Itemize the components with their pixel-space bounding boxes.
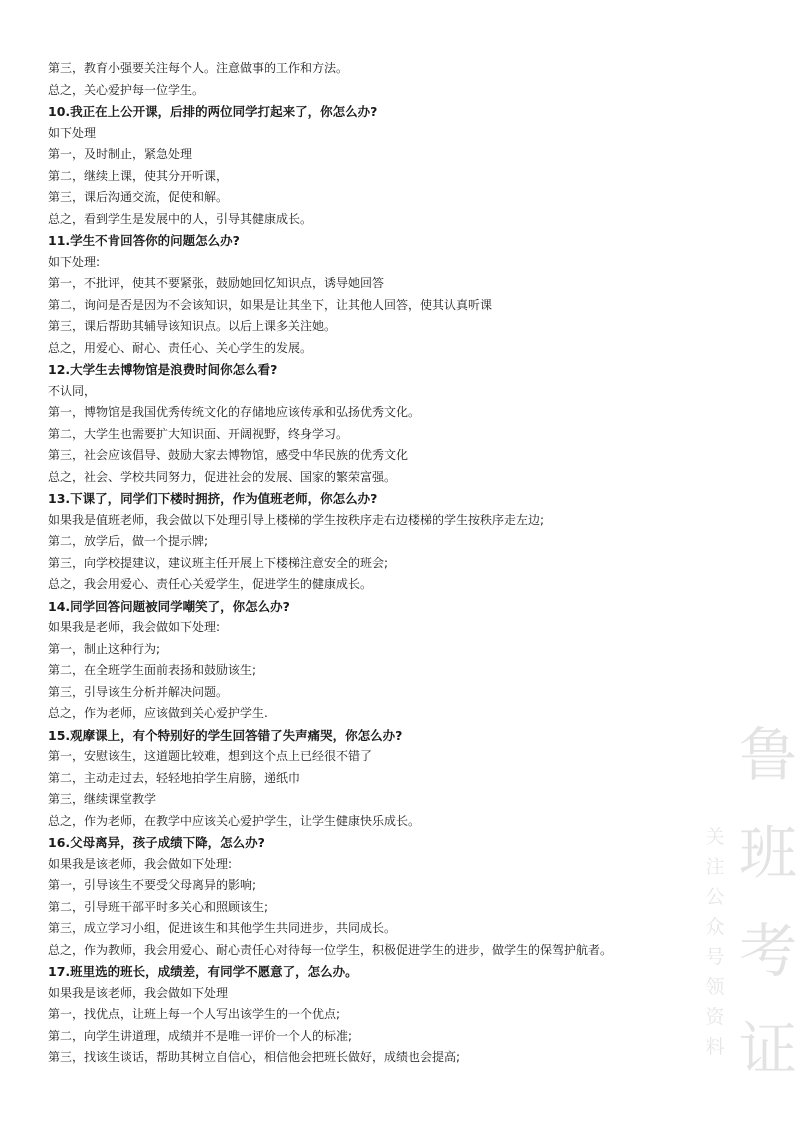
answer-line: 总之，社会、学校共同努力，促进社会的发展、国家的繁荣富强。 — [48, 469, 397, 484]
watermark-char: 号 — [705, 946, 725, 968]
watermark-slogan — [700, 822, 730, 1062]
watermark-char: 关 — [705, 826, 725, 848]
document-body — [48, 58, 748, 1069]
watermark-char: 料 — [705, 1036, 725, 1058]
answer-line: 总之，作为老师，在教学中应该关心爱护学生，让学生健康快乐成长。 — [48, 813, 421, 828]
watermark-char: 资 — [705, 1006, 725, 1028]
answer-line: 第一，制止这种行为; — [48, 641, 161, 656]
answer-line: 如下处理: — [48, 254, 101, 269]
watermark-char: 众 — [705, 916, 725, 938]
answer-line: 第二，向学生讲道理，成绩并不是唯一评价一个人的标准; — [48, 1028, 353, 1043]
watermark-char: 注 — [705, 856, 725, 878]
answer-line: 如果我是老师，我会做如下处理: — [48, 620, 221, 634]
question-heading: 13.下课了，同学们下楼时拥挤，作为值班老师，你怎么办? — [48, 491, 378, 506]
answer-line: 不认同， — [48, 383, 97, 398]
question-heading: 17.班里选的班长，成绩差，有同学不愿意了，怎么办。 — [48, 964, 358, 979]
answer-line: 第三，找该生谈话，帮助其树立自信心，相信他会把班长做好，成绩也会提高; — [48, 1050, 461, 1064]
answer-line: 第二，大学生也需要扩大知识面、开阔视野，终身学习。 — [48, 426, 349, 441]
answer-line: 总之，作为教师，我会用爱心、耐心责任心对待每一位学生，积极促进学生的进步，做学生的保驾护航者。 — [48, 942, 613, 957]
watermark-char: 考 — [738, 917, 797, 985]
watermark-char: 证 — [738, 1015, 797, 1083]
answer-line: 第三，向学校提建议，建议班主任开展上下楼梯注意安全的班会; — [48, 555, 389, 570]
question-heading: 11.学生不肯回答你的问题怎么办? — [48, 233, 240, 248]
answer-line: 如果我是值班老师，我会做以下处理引导上楼梯的学生按秩序走右边楼梯的学生按秩序走左边; — [48, 512, 545, 527]
answer-line: 总之，用爱心、耐心、责任心、关心学生的发展。 — [48, 340, 313, 355]
answer-line: 第二，询问是否是因为不会该知识，如果是让其坐下，让其他人回答，使其认真听课 — [48, 297, 493, 312]
answer-line: 如下处理 — [48, 125, 97, 140]
answer-line: 第三，课后沟通交流，促使和解。 — [48, 190, 229, 204]
answer-line: 第二，引导班干部平时多关心和照顾该生; — [48, 899, 269, 914]
answer-line: 第三，引导该生分析并解决问题。 — [48, 684, 229, 699]
answer-line: 第二，继续上课，使其分开听课， — [48, 168, 229, 183]
watermark-brand — [738, 706, 798, 1098]
answer-line: 第三，社会应该倡导、鼓励大家去博物馆，感受中华民族的优秀文化 — [48, 448, 409, 462]
answer-line: 第二，主动走过去，轻轻地拍学生肩膀，递纸巾 — [48, 770, 301, 785]
answer-line: 第一，引导该生不要受父母离异的影响; — [48, 878, 257, 892]
answer-line: 第三，继续课堂教学 — [48, 792, 157, 806]
answer-line: 总之，看到学生是发展中的人，引导其健康成长。 — [48, 211, 313, 226]
watermark-char: 鲁 — [738, 721, 797, 789]
answer-line: 第二，在全班学生面前表扬和鼓励该生; — [48, 663, 257, 677]
answer-line: 如果我是该老师，我会做如下处理 — [48, 985, 229, 1000]
answer-line: 总之，我会用爱心、责任心关爱学生，促进学生的健康成长。 — [48, 577, 373, 591]
question-heading: 10.我正在上公开课，后排的两位同学打起来了，你怎么办? — [48, 104, 378, 119]
question-heading: 12.大学生去博物馆是浪费时间你怎么看? — [48, 362, 278, 377]
answer-line: 第一，找优点，让班上每一个人写出该学生的一个优点; — [48, 1007, 341, 1021]
answer-line: 第三，成立学习小组，促进该生和其他学生共同进步，共同成长。 — [48, 921, 397, 935]
question-heading: 16.父母离异，孩子成绩下降，怎么办? — [48, 835, 265, 850]
answer-line: 第一，及时制止，紧急处理 — [48, 147, 193, 161]
answer-line: 如果我是该老师，我会做如下处理: — [48, 856, 233, 871]
answer-line: 第三，课后帮助其辅导该知识点。以后上课多关注她。 — [48, 319, 337, 333]
watermark-char: 公 — [705, 886, 725, 908]
question-heading: 14.同学回答问题被同学嘲笑了，你怎么办? — [48, 598, 290, 614]
question-heading: 15.观摩课上，有个特别好的学生回答错了失声痛哭，你怎么办? — [48, 727, 403, 743]
answer-line: 总之，作为老师，应该做到关心爱护学生. — [48, 706, 268, 720]
watermark-char: 领 — [705, 976, 725, 998]
answer-line: 第一，博物馆是我国优秀传统文化的存储地应该传承和弘扬优秀文化。 — [48, 405, 421, 419]
answer-line: 第一，安慰该生，这道题比较难，想到这个点上已经很不错了 — [48, 749, 373, 763]
answer-line: 第二，放学后，做一个提示牌; — [48, 534, 209, 548]
answer-line: 第一，不批评，使其不要紧张，鼓励她回忆知识点，诱导她回答 — [48, 276, 385, 290]
answer-line: 总之，关心爱护每一位学生。 — [48, 82, 205, 97]
answer-line: 第三，教育小强要关注每个人。注意做事的工作和方法。 — [48, 61, 349, 75]
watermark-char: 班 — [738, 819, 797, 887]
